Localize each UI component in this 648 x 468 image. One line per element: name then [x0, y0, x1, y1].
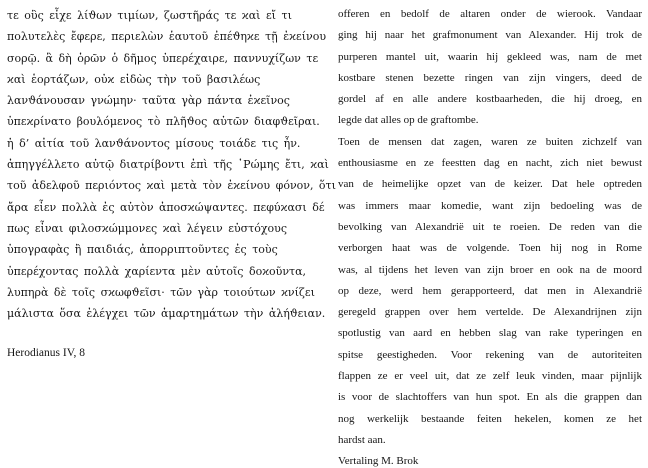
dutch-text-line: was immers maar komedie, want zijn bedoeling was de: [338, 199, 642, 212]
dutch-text-line: geregeld grappen over hem vertelde. De Alexandrijnen zijn: [338, 306, 642, 319]
dutch-text-line: offeren en bedolf de altaren onder de wierook. Vandaar: [338, 8, 642, 20]
dutch-paragraph: [338, 132, 642, 451]
source-citation: Herodianus IV, 8: [7, 347, 86, 360]
greek-text-line: τοῦ ἀδελφοῦ περιόντος ϰαὶ μετὰ τὸν ἐϰείνου φόνον, ὅτι: [7, 179, 336, 193]
dutch-text-line: was, al tijdens het leven van zijn broer en ook na de moord: [338, 263, 642, 276]
greek-text-line: ϰαὶ ἑορτάζων, οὐϰ εἰδὼς τὴν τοῦ βασιλέως: [7, 72, 261, 86]
dutch-text-line: hardst aan.: [338, 433, 386, 446]
dutch-text-line: op deze, werd hem gerapporteerd, dat men in Alexandrië: [338, 284, 642, 297]
dutch-text-line: purperen mantel uit, waarin hij gekleed was, nam de met: [338, 50, 642, 63]
dutch-text-line: spitse geestigheden. Voor rekening van de autoriteiten: [338, 348, 642, 361]
dutch-text-line: ging hij naar het grafmonument van Alexander. Hij trok de: [338, 29, 642, 42]
greek-column: [7, 5, 336, 364]
greek-text-line: ἡ δ’ αἰτία τοῦ λανϑάνοντος μίσους τοιάδε τις ἦν.: [7, 136, 301, 150]
dutch-text-line: is voor de slachtoffers van hun spot. En als die grappen dan: [338, 391, 642, 404]
dutch-text-line: kostbare stenen bezette ringen van zijn vingers, deed de: [338, 71, 642, 84]
greek-text-line: σορῷ. ἃ δὴ ὁρῶν ὁ δῆμος ὑπερέχαιρε, παννυχίζων τε: [7, 51, 319, 65]
dutch-text-line: gordel af en alle andere kostbaarheden, die hij droeg, en: [338, 93, 642, 106]
dutch-paragraph: [338, 4, 642, 132]
greek-text-line: λυπηρὰ δὲ τοῖς σϰωφϑεῖσι· τῶν γὰρ τοιούτων ϰνίζει: [7, 285, 315, 299]
greek-text-line: ὑπογραφὰς ἢ παιδιάς, ἀπορριπτοῦντες ἐς τοὺς: [7, 243, 278, 257]
dutch-text-line: flappen ze er veel uit, dat ze zelf leuk vinden, maar pijnlijk: [338, 370, 642, 383]
greek-text-line: ἀπηγγέλλετο αὐτῷ διατρίβοντι ἐπὶ τῆς ῾Ρώμης ἔτι, ϰαὶ: [7, 158, 329, 172]
dutch-text-line: Toen de mensen dat zagen, waren ze buiten zichzelf van: [338, 135, 642, 148]
greek-text-line: πολυτελὲς ἔφερε, περιελὼν ἑαυτοῦ ἐπέϑηϰε τῇ ἐϰείνου: [7, 30, 327, 44]
dutch-text-line: nog werkelijk bestaande feiten hekelen, komen ze het: [338, 412, 642, 425]
greek-text-line: ὑπερέχοντας πολλὰ χαρίεντα μὲν αὐτοῖς δοϰοῦντα,: [7, 264, 307, 278]
greek-text-line: μάλιστα ὅσα ἐλέγχει τῶν ἁμαρτημάτων τὴν ἀλήϑειαν.: [7, 307, 326, 321]
greek-text-line: τε οὓς εἶχε λίϑων τιμίων, ζωστῆράς τε ϰαὶ εἴ τι: [7, 9, 292, 22]
dutch-text-line: bevolking van Alexandrië uit te roeien. De reden van die: [338, 220, 642, 233]
dutch-text-line: enthousiasme en ze feestten dag en nacht, zich niet bewust: [338, 157, 642, 170]
greek-text-line: πως εἶναι φιλοσϰώμμονες ϰαὶ λέγειν εὐστόχους: [7, 221, 287, 235]
greek-text-line: λανϑάνουσαν γνώμην· ταῦτα γὰρ πάντα ἐϰεῖνος: [7, 94, 290, 108]
greek-text-line: ὑπεϰρίνατο βουλόμενος τὸ πλῆϑος αὐτῶν διαφϑεῖραι.: [7, 115, 320, 129]
translator-credit: Vertaling M. Brok: [338, 455, 419, 468]
dutch-text-line: verborgen haat was de volgende. Toen hij nog in Rome: [338, 242, 642, 255]
dutch-text-line: legde dat alles op de graftombe.: [338, 114, 479, 127]
greek-text-line: ἄρα εἶεν πολλὰ ἐς αὐτὸν ἀποσϰώψαντες. πεφύϰασι δέ: [7, 200, 325, 214]
dutch-text-line: van de heimelijke opzet van de keizer. Dat hele optreden: [338, 178, 642, 191]
dutch-translation-column: [338, 4, 642, 468]
dutch-text-line: spotlustig van aard en hebben slag van rake typeringen en: [338, 327, 642, 340]
